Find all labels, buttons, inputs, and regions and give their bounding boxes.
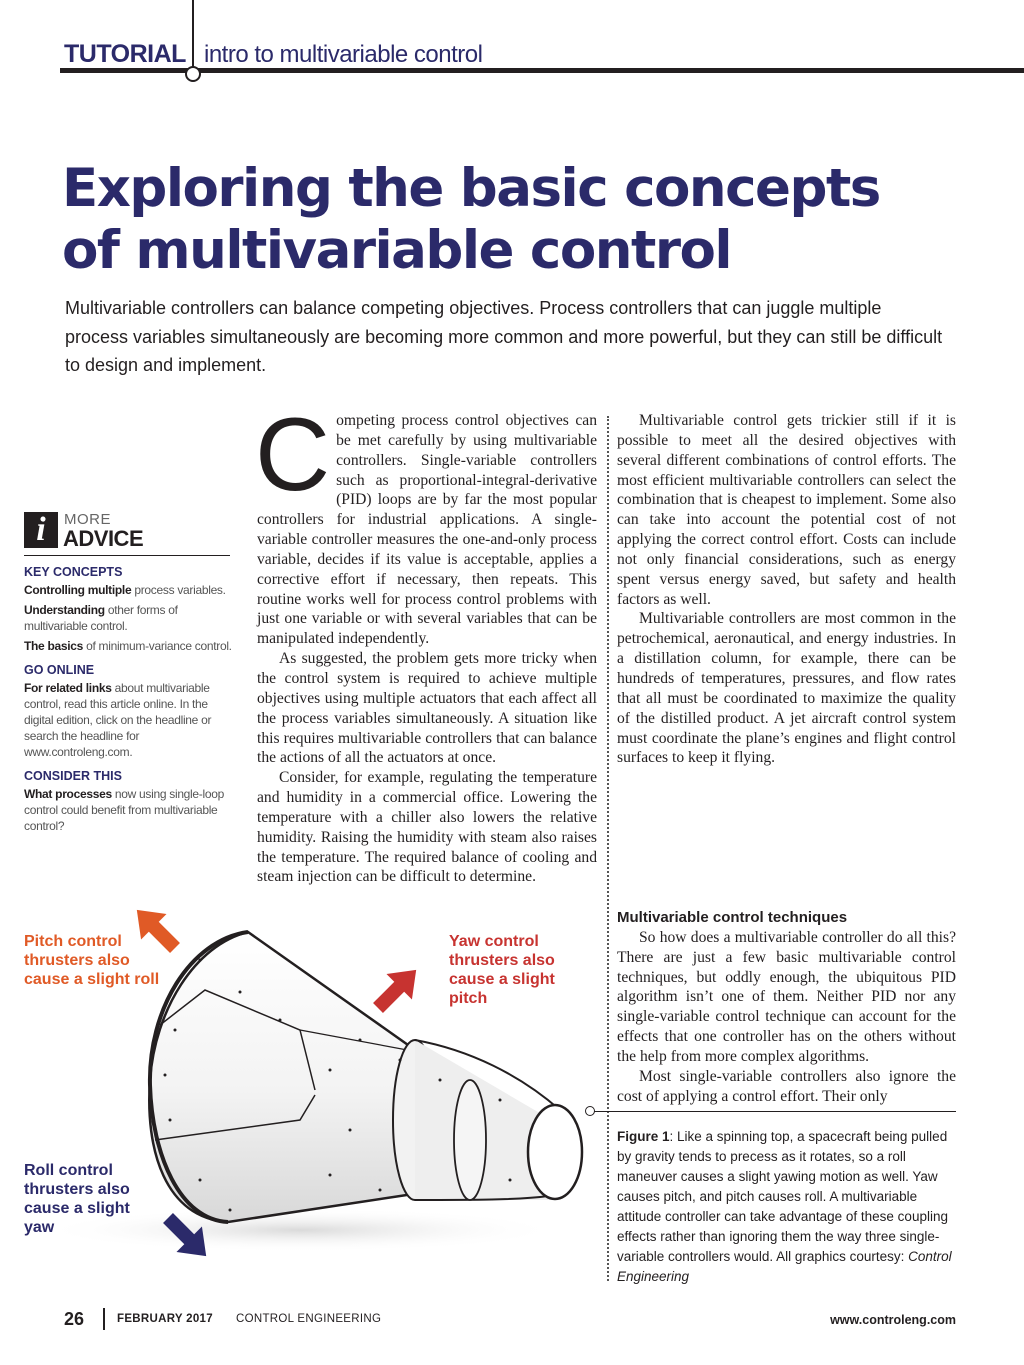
advice-label: ADVICE — [63, 526, 144, 551]
body-paragraph: Multivariable control gets trickier still if it is possible to meet all the desired objectives with several different combinations of control efforts. The most efficient multivariable controllers can select the combination that is cheapest to implement. Some also can take into account the potential cost of not applying the correct control effort. Costs can include not only financial considerations, such as energy spent versus energy saved, but safety and health factors as well. — [617, 412, 956, 608]
section-topic: intro to multivariable control — [204, 41, 483, 68]
more-advice-sidebar — [24, 564, 234, 838]
sidebar-heading: KEY CONCEPTS — [24, 565, 123, 579]
body-paragraph: Multivariable controllers are most common in the petrochemical, aeronautical, and energy industries. In a distillation column, for example, there can be hundreds of temperatures, pressures, and flow rates that all must be coordinated to maximize the quality of the distilled product. A jet aircraft control system must coordinate the plane’s engines and flight control surfaces to keep it flying. — [617, 610, 956, 767]
figure-caption: Figure 1: Like a spinning top, a spacecraft being pulled by gravity tends to precess as it rotates, so a roll maneuver causes a slight yawing motion as well. Yaw causes pitch, and pitch causes roll. A multivariable attitude controller can take advantage of these coupling effects rather than ignoring them the way three single-variable controllers would. All graphics courtesy: Control Engineering — [617, 1129, 952, 1284]
sidebar-item: Understanding other forms of multivariable control. — [24, 603, 178, 633]
issue-date: FEBRUARY 2017 — [117, 1313, 213, 1325]
pitch-control-label: Pitch control thrusters also cause a slight roll — [24, 933, 160, 988]
header-divider — [192, 0, 194, 68]
body-column-2 — [617, 411, 956, 768]
body-column-2-continued — [617, 908, 956, 1106]
article-deck: Multivariable controllers can balance competing objectives. Process controllers that can juggle multiple process variables simultaneously are becoming more common and more powerful, but they can still be difficult to design and implement. — [65, 298, 943, 375]
sidebar-heading: CONSIDER THIS — [24, 769, 122, 783]
column-divider — [607, 416, 609, 1281]
body-paragraph: Most single-variable controllers also ignore the cost of applying a control effort. Their only — [617, 1067, 956, 1105]
figure-number: Figure 1 — [617, 1129, 670, 1144]
caption-credit: Control Engineering — [617, 1249, 952, 1284]
sidebar-heading: GO ONLINE — [24, 663, 95, 677]
headline-line-2: of multivariable control — [62, 220, 732, 281]
section-subhead: Multivariable control techniques — [617, 909, 848, 926]
yaw-arrow-icon — [365, 957, 429, 1021]
article-headline — [62, 158, 982, 282]
nose-ring — [454, 1080, 486, 1200]
roll-control-label: Roll control thrusters also cause a slight yaw — [24, 1162, 130, 1236]
more-label: MORE — [64, 511, 111, 528]
header-rule-dot — [185, 66, 201, 82]
info-icon: i — [24, 512, 58, 548]
body-paragraph: Competing process control objectives can be met carefully by using multivariable controllers. Single-variable controllers such as proportional-integral-derivative (PID) loops are by far the most popular controllers for industrial applications. A single-variable controller measures the one-and-only process variable, decides if its value is acceptable, applies a corrective effort if necessary, then repeats. This routine works well for process control problems with just one variable or with several variables that can be manipulated independently. — [255, 397, 597, 648]
footer-divider — [103, 1308, 105, 1330]
caption-rule — [590, 1111, 956, 1112]
nose-opening — [528, 1105, 582, 1199]
caption-rule-dot — [585, 1106, 595, 1116]
page-number: 26 — [64, 1309, 85, 1329]
sidebar-rule — [24, 555, 230, 556]
magazine-name: CONTROL ENGINEERING — [236, 1313, 382, 1325]
drop-cap: C — [255, 397, 331, 513]
sidebar-item: The basics of minimum-variance control. — [24, 639, 232, 653]
body-column-1 — [255, 397, 597, 887]
body-paragraph: So how does a multivariable controller do all this? There are just a few basic multivariable control techniques, but oddly enough, the ubiquitous PID algorithm isn’t one of them. Neither PID nor any single-variable control technique can account for the effects that one controller has on the others without the help from more complex algorithms. — [617, 928, 956, 1065]
body-paragraph: As suggested, the problem gets more tricky when the control system is required to achieve multiple objectives using multiple actuators that each affect all the process variables simultaneously. A situation like this requires multivariable controllers that can balance the actions of all the actuators at once. — [257, 650, 597, 767]
sidebar-item: For related links about multivariable control, read this article online. In the digital edition, click on the headline or search the headline for www.controleng.com. — [24, 681, 212, 759]
section-label: TUTORIAL — [64, 40, 186, 68]
yaw-control-label: Yaw control thrusters also cause a slight pitch — [449, 933, 555, 1007]
website-link[interactable]: www.controleng.com — [830, 1313, 956, 1327]
sidebar-item: What processes now using single-loop control could benefit from multivariable control? — [24, 787, 224, 833]
headline-line-1: Exploring the basic concepts — [62, 158, 880, 219]
sidebar-item: Controlling multiple process variables. — [24, 583, 226, 597]
body-paragraph: Consider, for example, regulating the temperature and humidity in a commercial office. Lowering the temperature with a chiller also lowers the relative humidity. Raising the humidity with steam also raises the temperature. The required balance of cooling and steam injection can be difficult to determine. — [257, 769, 597, 886]
